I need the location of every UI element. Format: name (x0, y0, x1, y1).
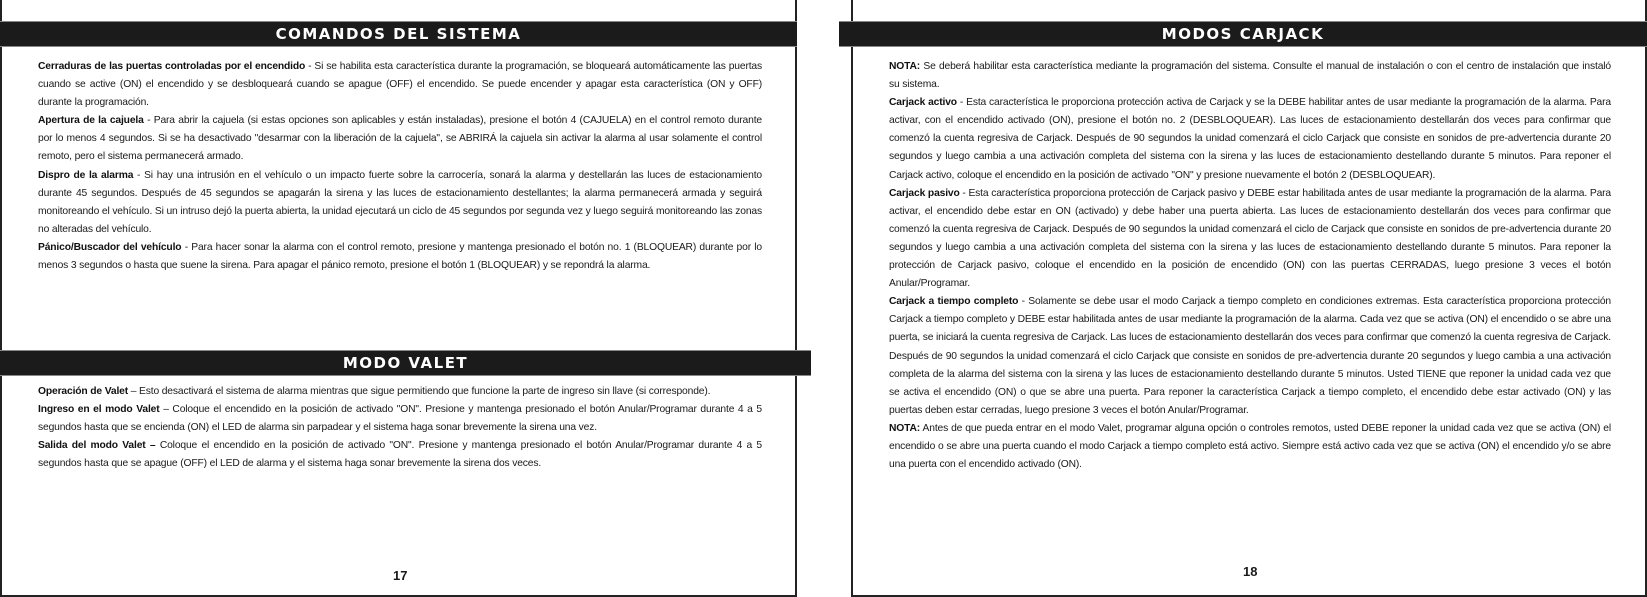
commands-header: COMANDOS DEL SISTEMA (0, 21, 797, 47)
carjack-paragraph (889, 293, 1611, 420)
commands-term: Cerraduras de las puertas controladas por el encendido (38, 61, 306, 72)
valet-header: MODO VALET (0, 350, 811, 376)
left-page (0, 0, 797, 597)
valet-text: Coloque el encendido en la posición de activado "ON". Presione y mantenga presionado el botón Anular/Programar durante 4 a 5 segundos hasta que se apague (OFF) el LED de alarma y el sistema haga sonar brevemente la sirena dos veces. (38, 440, 763, 470)
right-page (851, 0, 1647, 597)
page-number: 17 (393, 568, 408, 583)
valet-term: Salida del modo Valet – (38, 440, 156, 452)
commands-term: Dispro de la alarma (38, 169, 134, 181)
commands-paragraph (38, 167, 762, 239)
commands-text: - Para hacer sonar la alarma con el control remoto, presione y mantenga presionado el botón no. 1 (BLOQUEAR) durante por lo menos 3 segundos o hasta que suene la sirena. Para apagar el pánico remoto, presione el botón 1 (BLOQUEAR) y se repondrá la alarma. (38, 241, 762, 272)
carjack-term: Carjack a tiempo completo (889, 296, 1019, 308)
carjack-term: Carjack pasivo (889, 187, 960, 199)
commands-paragraph (38, 112, 762, 166)
commands-section (38, 58, 762, 275)
carjack-paragraph (889, 94, 1611, 184)
carjack-paragraph (889, 185, 1611, 294)
valet-term: Operación de Valet (38, 386, 129, 397)
carjack-text: Se deberá habilitar esta característica mediante la programación del sistema. Consulte el manual de instalación o con el centro de instalación que instaló su sistema. (889, 61, 1611, 91)
carjack-paragraph (889, 420, 1611, 474)
carjack-text: - Esta característica proporciona protección de Carjack pasivo y DEBE estar habilitada antes de usar mediante la programación de la alarma. Para activar, el encendido debe estar en ON (activado) y debe haber una puerta abierta. Las luces de estacionamiento destellarán dos veces para confirmar que comenzó la cuenta regresiva de Carjack. Después de 90 segundos la unidad comenzará el ciclo de Carjack que consiste en sonidos de pre-advertencia durante 20 segundos y luego cambia a una activación completa del sistema con la sirena y las luces de estacionamiento destellando durante 5 minutos. Para reponer la protección de Carjack pasivo, coloque el encendido en la posición de encendido (ON) con las puertas CERRADAS, luego presione 3 veces el botón Anular/Programar. (889, 187, 1612, 290)
commands-text: - Si se habilita esta característica durante la programación, se bloqueará automáticamente las puertas cuando se active (ON) el encendido y se desbloqueará cuando se apague (OFF) el encendido. Se puede encender y apagar esta característica (ON y OFF) durante la programación. (38, 61, 763, 109)
valet-term: Ingreso en el modo Valet (38, 404, 160, 416)
commands-text: - Si hay una intrusión en el vehículo o un impacto fuerte sobre la carrocería, sonará la alarma y destellarán las luces de estacionamiento durante 45 segundos. Después de 45 segundos se apagarán la sirena y las luces de estacionamiento destellantes; la alarma permanecerá armada y seguirá monitoreando el vehículo. Si un intruso dejó la puerta abierta, la unidad ejecutará un ciclo de 45 segundos por segunda vez y luego seguirá monitoreando las zonas no alteradas del vehículo. (38, 169, 762, 235)
carjack-text: Antes de que pueda entrar en el modo Valet, programar alguna opción o controles remotos, usted DEBE reponer la unidad cada vez que se activa (ON) el encendido o se abre una puerta cuando el modo Carjack a tiempo completo está activo. Siempre está activo cada vez que se activa (ON) el encendido y/o se abre una puerta con el encendido activado (ON). (889, 422, 1611, 471)
page-number: 18 (1243, 564, 1258, 579)
commands-text: - Para abrir la cajuela (si estas opciones son aplicables y están instaladas), presione el botón 4 (CAJUELA) en el control remoto durante por lo menos 4 segundos. Si se ha desactivado "desarmar con la liberación de la cajuela", se ABRIRÁ la cajuela sin activar la alarma al usar solamente el control remoto, pero el sistema permanecerá armado. (38, 115, 763, 163)
valet-paragraph (38, 401, 762, 437)
commands-paragraph (38, 239, 762, 275)
commands-paragraph (38, 58, 762, 112)
carjack-header: MODOS CARJACK (839, 21, 1647, 47)
commands-term: Apertura de la cajuela (38, 115, 144, 127)
carjack-section (889, 58, 1611, 474)
commands-term: Pánico/Buscador del vehículo (38, 241, 182, 253)
carjack-paragraph (889, 58, 1611, 94)
carjack-text: - Esta característica le proporciona protección activa de Carjack y se la DEBE habilitar antes de usar mediante la programación de la alarma. Para activar, con el encendido activado (ON), presione el botón no. 2 (DESBLOQUEAR). Las luces de estacionamiento destellarán dos veces para confirmar que comenzó la cuenta regresiva de Carjack. Después de 90 segundos la unidad comenzará el ciclo Carjack que consiste en sonidos de pre-advertencia durante 20 segundos y luego cambia a una activación completa del sistema con la sirena y las luces de estacionamiento destellando durante 5 minutos. Para reponer el Carjack activo, coloque el encendido en la posición de activado "ON" y presione nuevamente el botón 2 (DESBLOQUEAR). (889, 97, 1611, 181)
valet-section (38, 383, 762, 473)
valet-paragraph (38, 383, 762, 401)
carjack-term: NOTA: (889, 61, 921, 72)
valet-text: – Coloque el encendido en la posición de activado "ON". Presione y mantenga presionado el botón Anular/Programar durante 4 a 5 segundos hasta que se encienda (ON) el LED de alarma sin parpadear y el sistema haga sonar brevemente la sirena una vez. (38, 404, 762, 434)
valet-paragraph (38, 437, 762, 473)
valet-text: – Esto desactivará el sistema de alarma mientras que sigue permitiendo que funcione la parte de ingreso sin llave (si corresponde). (128, 386, 711, 397)
carjack-term: Carjack activo (889, 97, 957, 109)
carjack-term: NOTA: (889, 422, 921, 434)
carjack-text: - Solamente se debe usar el modo Carjack a tiempo completo en condiciones extremas. Esta característica proporciona protección Carjack a tiempo completo y DEBE estar habilitada antes de usar mediante la programación de la alarma. Cada vez que se activa (ON) el encendido o se abre una puerta, se iniciará la cuenta regresiva de Carjack. Las luces de estacionamiento destellarán dos veces para confirmar que comenzó la cuenta regresiva de Carjack. Después de 90 segundos la unidad comenzará el ciclo Carjack que consiste en sonidos de pre-advertencia durante 20 segundos y luego cambia a una activación completa de la alarma del sistema con la sirena y las luces de estacionamiento destellando durante 5 minutos. Usted TIENE que reponer la unidad cada vez que se activa el encendido (ON) o que se abre una puerta. Para reponer la característica Carjack a tiempo completo, el encendido debe estar activado (ON) y las puertas deben estar cerradas, luego presione 3 veces el botón Anular/Programar. (889, 296, 1611, 416)
